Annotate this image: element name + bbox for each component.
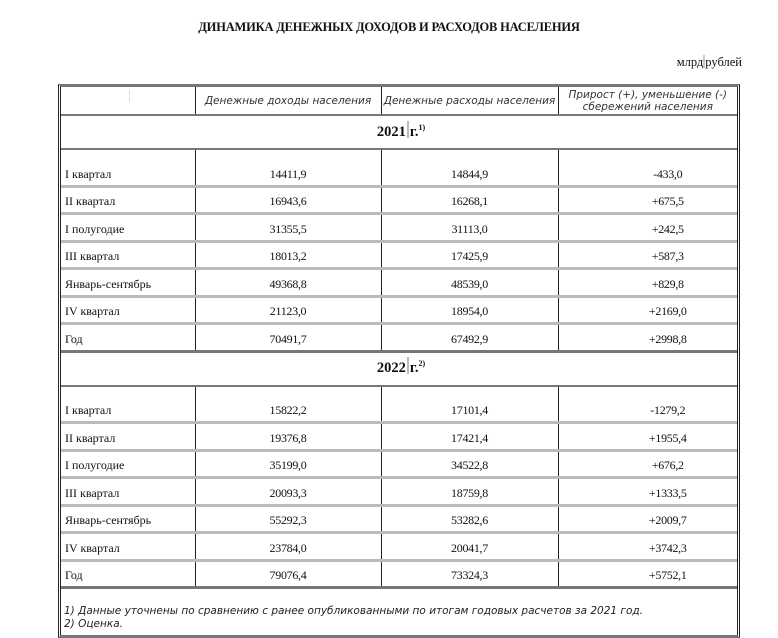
expense-cell: 34522,8 — [381, 450, 558, 478]
period-label: Январь-сентябрь — [61, 269, 195, 297]
period-label: IV квартал — [61, 533, 195, 561]
period-label: Год — [61, 560, 195, 588]
expense-cell: 18759,8 — [381, 478, 558, 506]
income-cell: 79076,4 — [195, 560, 381, 588]
table-row — [61, 478, 737, 506]
savings-change-cell: +1333,5 — [558, 478, 737, 506]
year-suffix: г. — [409, 123, 419, 140]
expense-cell: 17421,4 — [381, 423, 558, 451]
income-cell: 49368,8 — [195, 269, 381, 297]
period-label: I квартал — [61, 160, 195, 186]
expense-cell: 73324,3 — [381, 560, 558, 588]
income-cell: 15822,2 — [195, 397, 381, 423]
period-label: Январь-сентябрь — [61, 505, 195, 533]
table-header-row — [61, 87, 737, 115]
table-row — [61, 423, 737, 451]
footnote-ref: 2) — [418, 359, 426, 369]
savings-change-cell: -1279,2 — [558, 397, 737, 423]
table-row — [61, 160, 737, 186]
header-expense: Денежные расходы населения — [381, 87, 558, 115]
header-savings-change: Прирост (+), уменьшение (-) сбережений населения — [558, 87, 737, 115]
period-label: Год — [61, 324, 195, 352]
expense-cell: 16268,1 — [381, 186, 558, 214]
year-section-row — [61, 351, 737, 386]
text-cursor — [407, 121, 409, 138]
expense-cell: 20041,7 — [381, 533, 558, 561]
units-part-1: млрд — [676, 55, 704, 69]
expense-cell: 31113,0 — [381, 214, 558, 242]
year-value: 2021 — [376, 123, 406, 140]
table-row — [61, 324, 737, 352]
income-cell: 55292,3 — [195, 505, 381, 533]
savings-change-cell: -433,0 — [558, 160, 737, 186]
expense-cell: 53282,6 — [381, 505, 558, 533]
income-cell: 21123,0 — [195, 296, 381, 324]
document-title: ДИНАМИКА ДЕНЕЖНЫХ ДОХОДОВ И РАСХОДОВ НАСЕЛЕНИЯ — [198, 20, 580, 34]
year-heading — [61, 115, 737, 149]
income-cell: 19376,8 — [195, 423, 381, 451]
expense-cell: 17425,9 — [381, 241, 558, 269]
year-value: 2022 — [376, 360, 406, 376]
expense-cell: 48539,0 — [381, 269, 558, 297]
income-cell: 23784,0 — [195, 533, 381, 561]
savings-change-cell: +5752,1 — [558, 560, 737, 588]
income-cell: 16943,6 — [195, 186, 381, 214]
header-label-column — [61, 87, 195, 115]
table-row — [61, 450, 737, 478]
savings-change-cell: +2169,0 — [558, 296, 737, 324]
period-label: I квартал — [61, 397, 195, 423]
table-row — [61, 505, 737, 533]
income-cell: 20093,3 — [195, 478, 381, 506]
table-row — [61, 533, 737, 561]
period-label: III квартал — [61, 241, 195, 269]
period-label: IV квартал — [61, 296, 195, 324]
period-label: I полугодие — [61, 214, 195, 242]
period-label: III квартал — [61, 478, 195, 506]
footnote-1: 1) Данные уточнены по сравнению с ранее опубликованными по итогам годовых расчетов за 2021 год. — [64, 605, 643, 617]
table-row — [61, 269, 737, 297]
savings-change-cell: +3742,3 — [558, 533, 737, 561]
savings-change-cell: +675,5 — [558, 186, 737, 214]
expense-cell: 18954,0 — [381, 296, 558, 324]
table-row — [61, 241, 737, 269]
income-cell: 70491,7 — [195, 324, 381, 352]
income-expense-table — [58, 84, 740, 638]
expense-cell: 17101,4 — [381, 397, 558, 423]
savings-change-cell: +1955,4 — [558, 423, 737, 451]
units-label — [677, 55, 742, 70]
header-income: Денежные доходы населения — [195, 87, 381, 115]
table-row — [61, 296, 737, 324]
units-part-2: рублей — [705, 55, 742, 69]
savings-change-cell: +2009,7 — [558, 505, 737, 533]
footnote-2: 2) Оценка. — [64, 618, 123, 630]
table-row — [61, 186, 737, 214]
savings-change-cell: +242,5 — [558, 214, 737, 242]
table-row — [61, 560, 737, 588]
savings-change-cell: +587,3 — [558, 241, 737, 269]
savings-change-cell: +829,8 — [558, 269, 737, 297]
table-row — [61, 214, 737, 242]
expense-cell: 67492,9 — [381, 324, 558, 352]
period-label: II квартал — [61, 423, 195, 451]
period-label: I полугодие — [61, 450, 195, 478]
year-suffix: г. — [409, 360, 419, 376]
income-cell: 14411,9 — [195, 160, 381, 186]
period-label: II квартал — [61, 186, 195, 214]
footnote-ref: 1) — [418, 122, 426, 132]
income-cell: 35199,0 — [195, 450, 381, 478]
table-row — [61, 397, 737, 423]
year-section-row — [61, 115, 737, 149]
footnotes — [61, 589, 737, 635]
year-heading — [61, 351, 737, 386]
savings-change-cell: +676,2 — [558, 450, 737, 478]
income-cell: 18013,2 — [195, 241, 381, 269]
expense-cell: 14844,9 — [381, 160, 558, 186]
income-cell: 31355,5 — [195, 214, 381, 242]
text-cursor — [407, 357, 409, 374]
savings-change-cell: +2998,8 — [558, 324, 737, 352]
